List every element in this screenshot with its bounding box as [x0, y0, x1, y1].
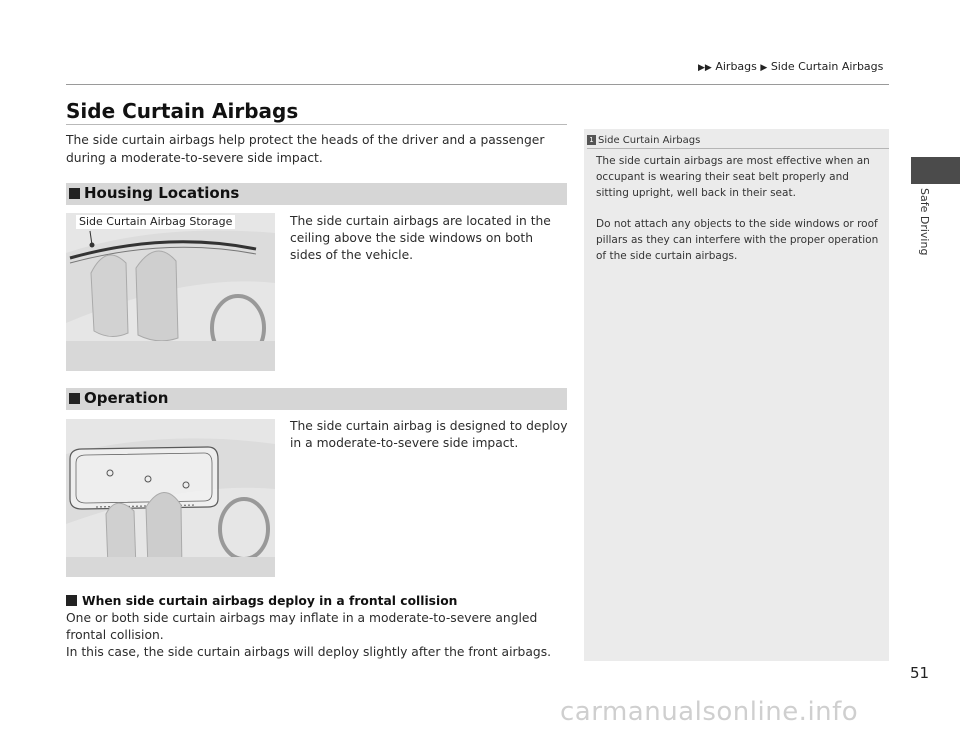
operation-illustration	[66, 419, 275, 577]
note-reference-icon: 1	[587, 135, 596, 145]
note-divider	[587, 148, 889, 149]
frontal-text-2: In this case, the side curtain airbags will deploy slightly after the front airbags.	[66, 645, 552, 659]
note-title: Side Curtain Airbags	[598, 135, 701, 146]
breadcrumb	[698, 60, 883, 73]
header-divider	[66, 84, 889, 85]
intro-text: The side curtain airbags help protect the heads of the driver and a passenger during a moderate-to-severe side impact.	[66, 133, 545, 165]
section-marker-icon	[69, 188, 80, 199]
note-paragraph-1: The side curtain airbags are most effective when an occupant is wearing their seat belt properly and sitting upright, well back in their seat.	[596, 155, 870, 199]
image-callout-label: Side Curtain Airbag Storage	[76, 215, 235, 229]
breadcrumb-arrow-icon: ▶▶	[698, 63, 712, 73]
housing-text: The side curtain airbags are located in the ceiling above the side windows on both sides of the vehicle.	[290, 214, 551, 262]
page-title: Side Curtain Airbags	[66, 99, 299, 123]
note-heading	[587, 135, 700, 146]
section-marker-icon	[69, 393, 80, 404]
watermark: carmanualsonline.info	[560, 697, 859, 727]
subheading-frontal-text: When side curtain airbags deploy in a frontal collision	[82, 594, 458, 608]
housing-illustration	[66, 213, 275, 371]
note-panel	[584, 129, 889, 661]
breadcrumb-arrow-icon: ▶	[760, 63, 768, 73]
section-title-operation: Operation	[84, 389, 169, 407]
section-title-housing: Housing Locations	[84, 184, 240, 202]
frontal-body	[66, 610, 571, 661]
title-divider	[66, 124, 567, 125]
section-marker-icon	[66, 595, 77, 606]
frontal-text-1: One or both side curtain airbags may inflate in a moderate-to-severe angled frontal collision.	[66, 611, 538, 642]
section-header-housing	[66, 183, 567, 205]
breadcrumb-current: Side Curtain Airbags	[770, 60, 884, 73]
note-paragraph-2: Do not attach any objects to the side windows or roof pillars as they can interfere with the proper operation of the side curtain airbags.	[596, 218, 879, 262]
section-header-operation	[66, 388, 567, 410]
chapter-tab[interactable]	[911, 157, 960, 184]
chapter-label: Safe Driving	[918, 188, 931, 256]
breadcrumb-link-airbags[interactable]: Airbags	[715, 60, 757, 73]
subheading-frontal	[66, 594, 457, 608]
operation-text: The side curtain airbag is designed to deploy in a moderate-to-severe side impact.	[290, 419, 568, 450]
page-number: 51	[910, 664, 930, 682]
